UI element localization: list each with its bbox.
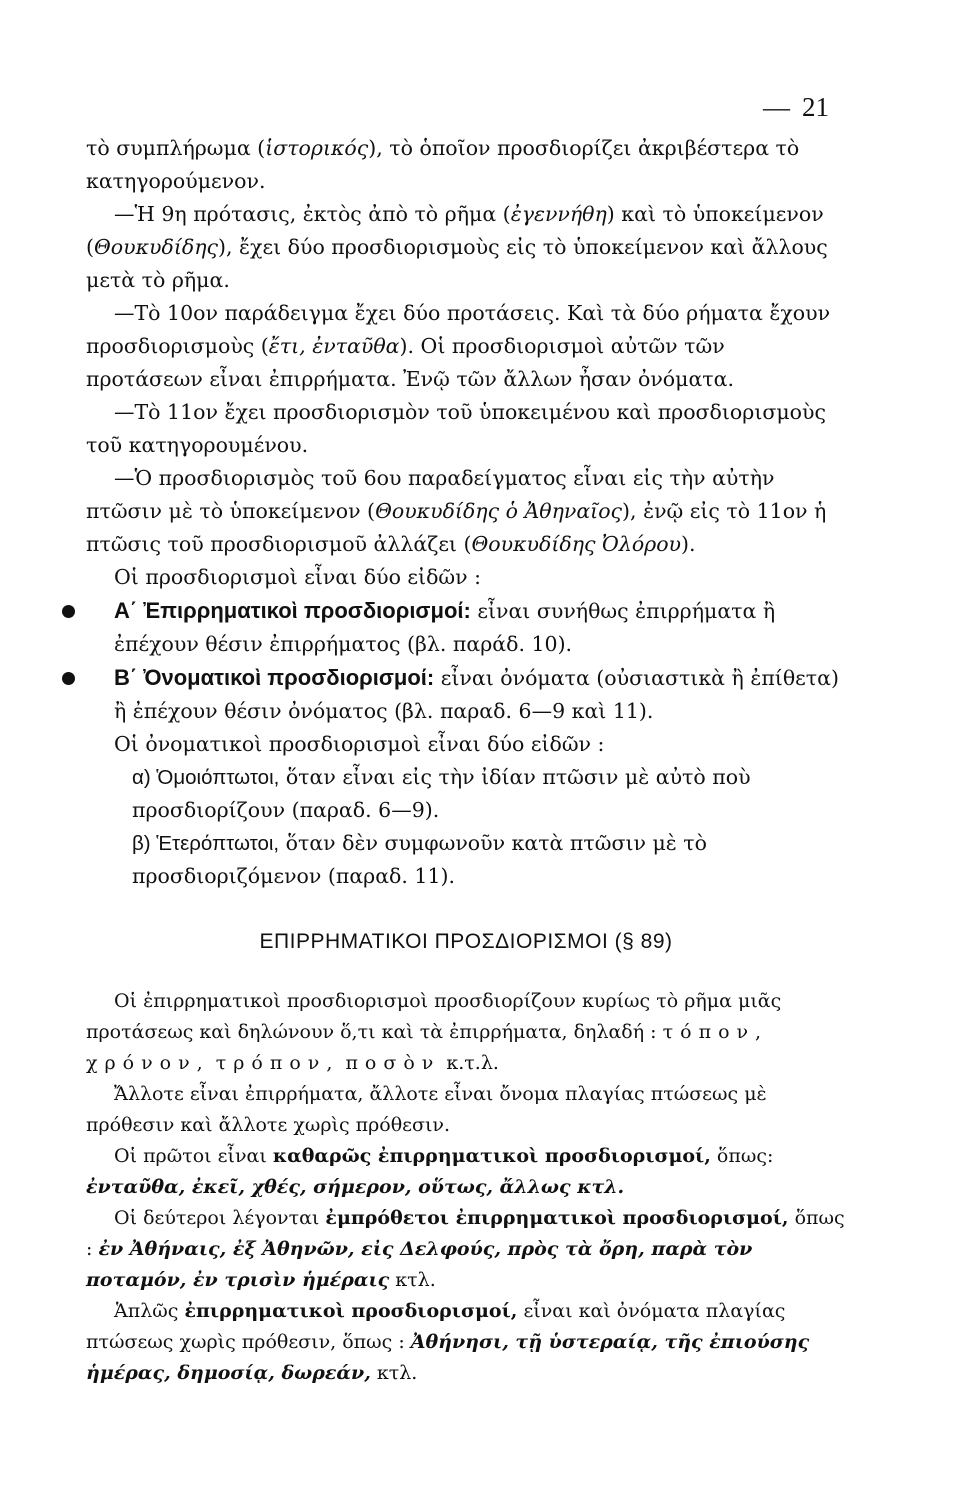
p1-text-b: ), τὸ ὁποῖον προσδιορίζει ἀκριβέστερα τὸ κατηγορούμενον. [86,136,800,193]
q4-text-a: Οἱ δεύτεροι λέγονται [114,1207,326,1229]
paragraph-2 [86,198,846,297]
p2-text-b: ) καὶ τὸ ὑποκείμενον ( [86,202,824,259]
page-body [86,132,846,1389]
bullet-b-text: εἶναι ὀνόματα (οὐσιαστικὰ ἢ ἐπίθετα) ἢ ἐπέχουν θέσιν ὀνόματος (βλ. παραδ. 6—9 καὶ 11). [114,666,839,723]
q4-text-d: κτλ. [389,1269,436,1291]
q3-text-a: Οἱ πρῶτοι εἶναι [114,1145,273,1167]
item-beta [86,827,846,893]
q4-italic: ἐν Ἀθήναις, ἐξ Ἀθηνῶν, εἰς Δελφούς, πρὸς τὰ ὄρη, παρὰ τὸν ποταμόν, ἐν τρισὶν ἡμέραις [86,1238,753,1291]
q1-time: χρόνον, [86,1052,210,1074]
section-paragraph-3 [86,1141,846,1203]
section-paragraph-2: Ἄλλοτε εἶναι ἐπιρρήματα, ἄλλοτε εἶναι ὄνομα πλαγίας πτώσεως μὲ πρόθεσιν καὶ ἄλλοτε χωρὶς πρόθεσιν. [86,1083,767,1136]
p2-italic-b: Θουκυδίδης [94,235,219,259]
page-number-dash: — [763,92,790,122]
p1-italic: ἱστορικός [265,136,369,160]
q5-bold: ἐπιρρηματικοὶ προσδιορισμοί, [184,1300,518,1322]
q1-end: κ.τ.λ. [440,1052,499,1074]
p3-text-b: ). Οἱ προσδιορισμοὶ αὐτῶν τῶν προτάσεων εἶναι ἐπιρρήματα. Ἐνῷ τῶν ἄλλων ἦσαν ὀνόματα. [86,334,735,391]
q5-text-a: Ἁπλῶς [114,1300,185,1322]
bullet-b-heading: Β΄ Ὀνοματικοὶ προσδιορισμοί: [114,665,435,690]
p5-text-b: ), ἐνῷ εἰς τὸ 11ον ἡ πτῶσις τοῦ προσδιορισμοῦ ἀλλάζει ( [86,499,827,556]
p3-italic: ἔτι, ἐνταῦθα [268,334,400,358]
page-number [763,92,829,123]
p5-italic-b: Θουκυδίδης Ὀλόρου [471,532,682,556]
q4-text-c: ὅπως : [86,1207,845,1260]
paragraph-7: Οἱ ὀνοματικοὶ προσδιορισμοὶ εἶναι δύο εἰδῶν : [114,732,605,756]
paragraph-6: Οἱ προσδιορισμοὶ εἶναι δύο εἰδῶν : [114,565,482,589]
paragraph-4: —Τὸ 11ον ἔχει προσδιορισμὸν τοῦ ὑποκειμένου καὶ προσδιορισμοὺς τοῦ κατηγορουμένου. [86,400,826,457]
p3-text-a: —Τὸ 10ον παράδειγμα ἔχει δύο προτάσεις. Καὶ τὰ δύο ρήματα ἔχουν προσδιορισμοὺς ( [86,301,831,358]
paragraph-5 [86,462,846,561]
p2-italic-a: ἐγεννήθη [510,202,607,226]
alpha-label: α) Ὁμοιόπτωτοι, [132,766,280,789]
paragraph-1 [86,132,846,198]
p1-text-a: τὸ συμπλήρωμα ( [86,136,266,160]
section-paragraph-5 [86,1296,846,1389]
item-alpha [86,761,846,827]
q1-manner: τρόπον, [215,1052,340,1074]
p5-text-c: ). [681,532,696,556]
section-paragraph-1 [86,986,846,1079]
p5-text-a: —Ὁ προσδιορισμὸς τοῦ 6ου παραδείγματος εἶναι εἰς τὴν αὐτὴν πτῶσιν μὲ τὸ ὑποκείμενον ( [86,466,775,523]
bullet-dot-icon [62,672,75,685]
q4-bold: ἐμπρόθετοι ἐπιρρηματικοὶ προσδιορισμοί, [325,1207,789,1229]
q1-place: τόπον, [662,1021,769,1043]
alpha-text: ὅταν εἶναι εἰς τὴν ἰδίαν πτῶσιν μὲ αὐτὸ ποὺ προσδιορίζουν (παραδ. 6—9). [132,765,751,822]
bullet-dot-icon [62,605,75,618]
paragraph-3 [86,297,846,396]
q3-italic: ἐνταῦθα, ἐκεῖ, χθές, σήμερον, οὕτως, ἄλλως κτλ. [86,1176,625,1198]
q3-bold: καθαρῶς ἐπιρρηματικοὶ προσδιορισμοί, [272,1145,711,1167]
p5-italic-a: Θουκυδίδης ὁ Ἀθηναῖος [375,499,623,523]
q5-italic: Ἀθήνησι, τῇ ὑστεραίᾳ, τῆς ἐπιούσης ἡμέρας, δημοσίᾳ, δωρεάν, [86,1331,810,1384]
q1-quantity: ποσὸν [345,1052,441,1074]
page-number-value: 21 [802,92,829,122]
q5-text-d: κτλ. [370,1362,418,1384]
section-heading: ΕΠΙΡΡΗΜΑΤΙΚΟΙ ΠΡΟΣΔΙΟΡΙΣΜΟΙ (§ 89) [259,930,673,953]
beta-label: β) Ἑτερόπτωτοι, [132,832,280,855]
beta-text: ὅταν δὲν συμφωνοῦν κατὰ πτῶσιν μὲ τὸ προσδιοριζόμενον (παραδ. 11). [132,831,707,888]
section-paragraph-4 [86,1203,846,1296]
q5-text-c: εἶναι καὶ ὀνόματα πλαγίας πτώσεως χωρὶς πρόθεσιν, ὅπως : [86,1300,786,1353]
p2-text-a: —Ἡ 9η πρότασις, ἐκτὸς ἀπὸ τὸ ρῆμα ( [114,202,511,226]
bullet-nominal [86,661,846,728]
bullet-a-heading: Α΄ Ἐπιρρηματικοὶ προσδιορισμοί: [114,598,471,623]
q1-text: Οἱ ἐπιρρηματικοὶ προσδιορισμοὶ προσδιορίζουν κυρίως τὸ ρῆμα μιᾶς προτάσεως καὶ δηλώνουν ὅ,τι καὶ τὰ ἐπιρρήματα, δηλαδή : [86,990,782,1043]
q3-text-c: ὅπως: [710,1145,774,1167]
bullet-a-text: εἶναι συνήθως ἐπιρρήματα ἢ ἐπέχουν θέσιν ἐπιρρήματος (βλ. παράδ. 10). [114,599,776,656]
bullet-adverbial [86,594,846,661]
p2-text-c: ), ἔχει δύο προσδιορισμοὺς εἰς τὸ ὑποκείμενον καὶ ἄλλους μετὰ τὸ ρῆμα. [86,235,828,292]
